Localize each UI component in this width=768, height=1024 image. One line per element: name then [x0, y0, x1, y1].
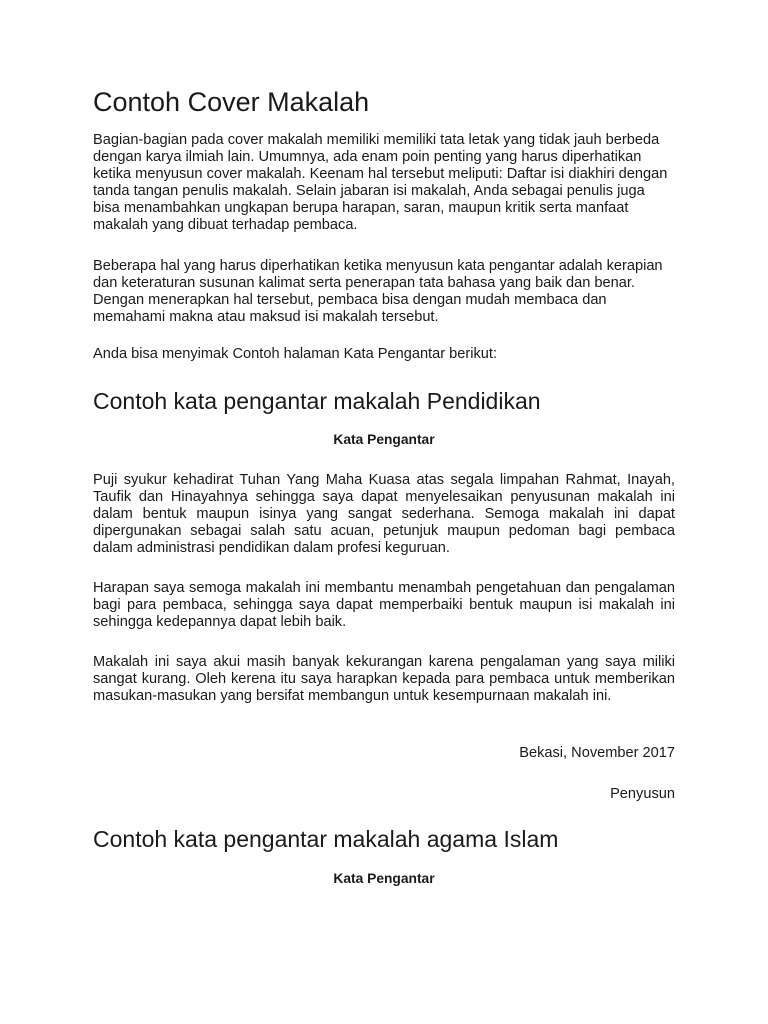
intro-paragraph-1: Bagian-bagian pada cover makalah memiliki memiliki tata letak yang tidak jauh berbeda dengan karya ilmiah lain. Umumnya, ada enam poin penting yang harus diperhatikan ketika menyusun cover makalah. Keenam hal tersebut meliputi: Daftar isi diakhiri dengan tanda tangan penulis makalah. Selain jabaran isi makalah, Anda sebagai penulis juga bisa menambahkan ungkapan berupa harapan, saran, maupun kritik serta manfaat makalah yang dibuat terhadap pembaca.	[93, 132, 668, 233]
section-heading-agama-islam: Contoh kata pengantar makalah agama Islam	[93, 826, 559, 852]
section-subtitle-agama-islam: Kata Pengantar	[333, 871, 435, 886]
pendidikan-paragraph-3: Makalah ini saya akui masih banyak kekurangan karena pengalaman yang saya miliki sangat kurang. Oleh kerena itu saya harapkan kepada para pembaca untuk memberikan masukan-masukan yang bersifat membangun untuk kesempurnaan makalah ini.	[93, 654, 675, 704]
place-date: Bekasi, November 2017	[519, 745, 675, 761]
section-heading-pendidikan: Contoh kata pengantar makalah Pendidikan	[93, 388, 541, 414]
signature-label: Penyusun	[610, 786, 675, 802]
pendidikan-paragraph-2: Harapan saya semoga makalah ini membantu menambah pengetahuan dan pengalaman bagi para pembaca, sehingga saya dapat memperbaiki bentuk maupun isi makalah ini sehingga kedepannya dapat lebih baik.	[93, 580, 675, 630]
intro-paragraph-2: Beberapa hal yang harus diperhatikan ketika menyusun kata pengantar adalah kerapian dan keteraturan susunan kalimat serta penerapan tata bahasa yang baik dan benar. Dengan menerapkan hal tersebut, pembaca bisa dengan mudah membaca dan memahami makna atau maksud isi makalah tersebut.	[93, 258, 663, 325]
intro-paragraph-3: Anda bisa menyimak Contoh halaman Kata Pengantar berikut:	[93, 346, 498, 362]
section-subtitle-pendidikan: Kata Pengantar	[333, 432, 435, 447]
page-title: Contoh Cover Makalah	[93, 87, 370, 117]
pendidikan-paragraph-1: Puji syukur kehadirat Tuhan Yang Maha Kuasa atas segala limpahan Rahmat, Inayah, Taufik dan Hinayahnya sehingga saya dapat menyelesaikan penyusunan makalah ini dalam bentuk maupun isinya yang sangat sederhana. Semoga makalah ini dapat dipergunakan sebagai salah satu acuan, petunjuk maupun pedoman bagi pembaca dalam administrasi pendidikan dalam profesi keguruan.	[93, 472, 675, 556]
